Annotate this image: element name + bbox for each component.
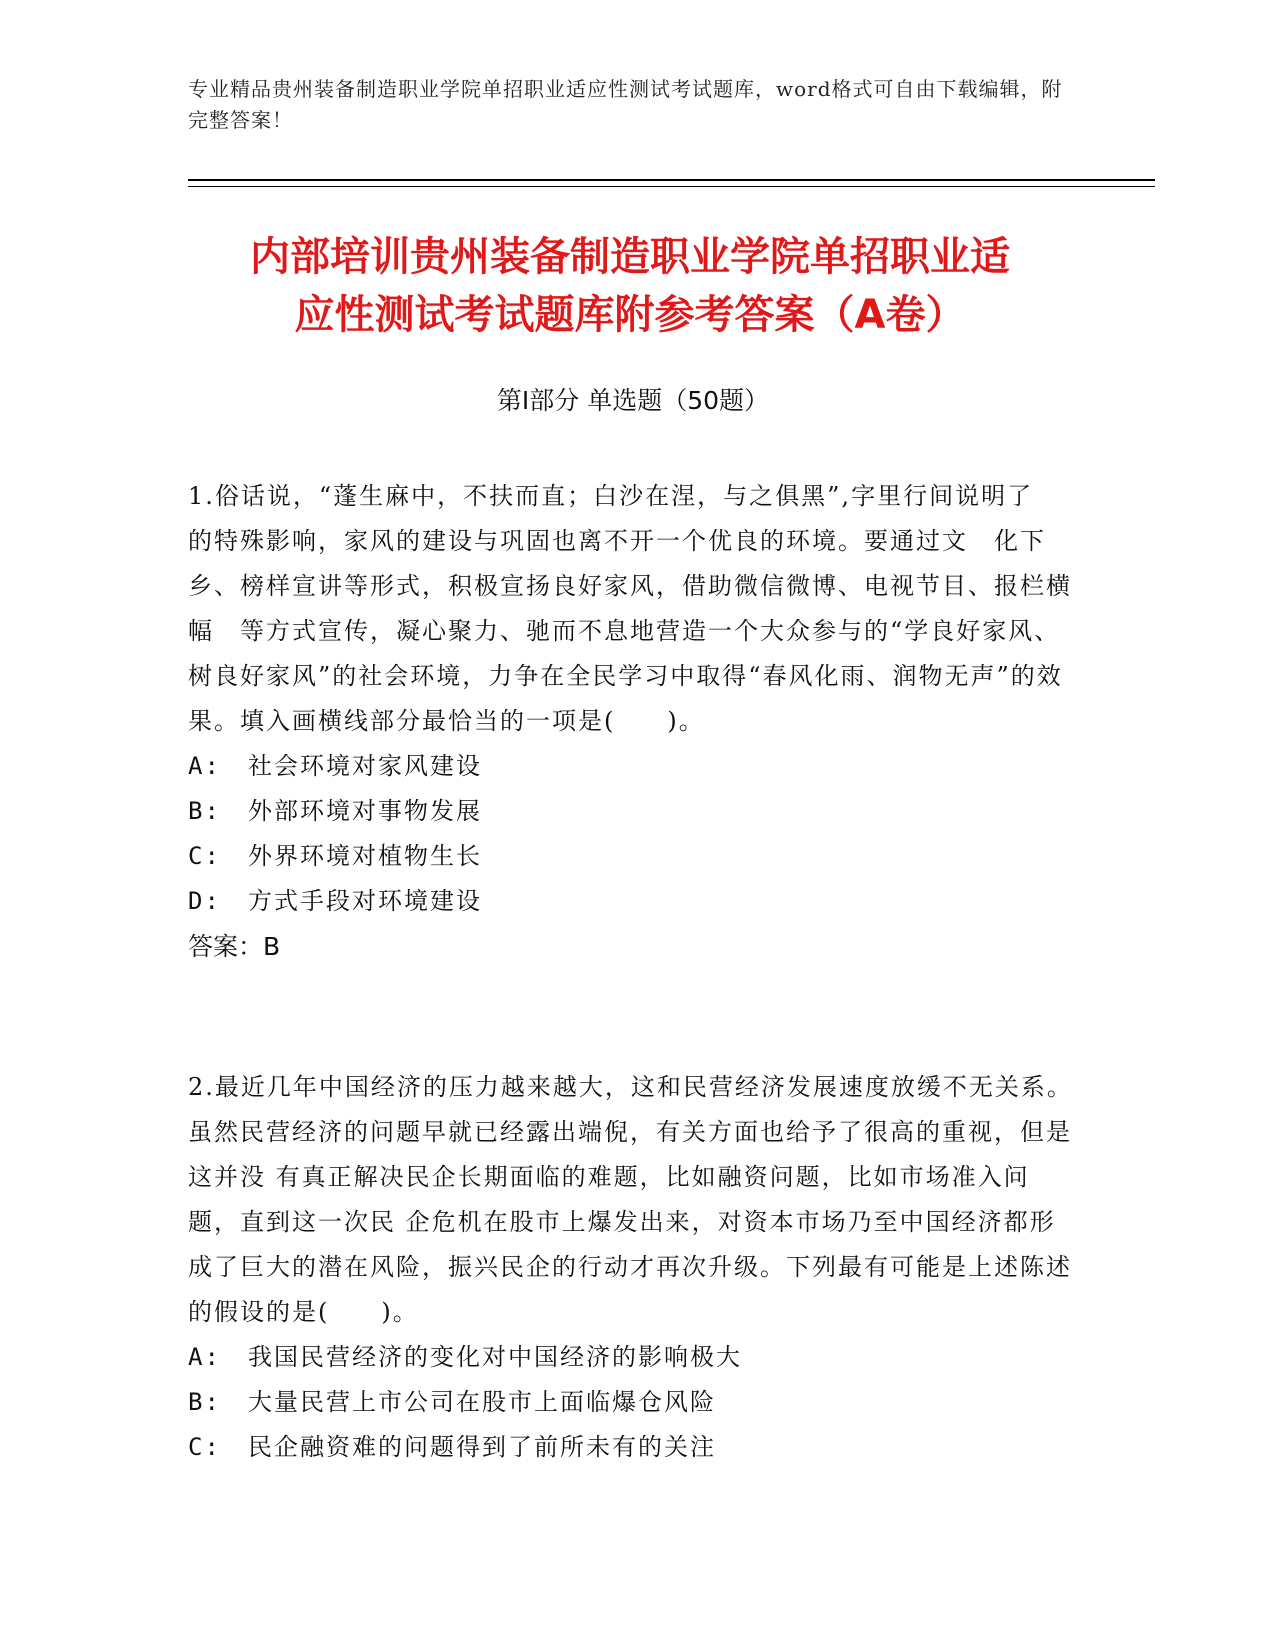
option-letter: B: (188, 1388, 221, 1416)
question-stem: 2.最近几年中国经济的压力越来越大，这和民营经济发展速度放缓不无关系。 虽然民营经济的问题早就已经露出端倪，有关方面也给予了很高的重视，但是这并没 有真正解决民企长期面临的难题，比如融资问题，比如市场准入问题，直到这一次民 企危机在股市上爆发出来，对资本市场乃至中国经济都形成了巨大的潜在风险，振兴民企的行动才再次升级。下列最有可能是上述陈述的假设的是( )。 (188, 1073, 1073, 1326)
option-letter: C: (188, 1433, 221, 1461)
option-d (188, 879, 1078, 924)
header-divider-thin (188, 186, 1155, 187)
option-letter: D: (188, 887, 221, 915)
option-text: 社会环境对家风建设 (248, 752, 482, 780)
option-text: 我国民营经济的变化对中国经济的影响极大 (248, 1343, 742, 1371)
option-b (188, 789, 1078, 834)
title-line-1: 内部培训贵州装备制造职业学院单招职业适 (250, 234, 1010, 280)
option-letter: B: (188, 797, 221, 825)
option-a (188, 744, 1078, 789)
option-c (188, 834, 1078, 879)
option-letter: C: (188, 842, 221, 870)
option-letter: A: (188, 752, 221, 780)
question-2 (188, 1065, 1078, 1470)
option-c (188, 1425, 1078, 1470)
option-a (188, 1335, 1078, 1380)
header-note: 专业精品贵州装备制造职业学院单招职业适应性测试考试题库，word格式可自由下载编辑，附完整答案！ (188, 77, 1063, 132)
option-text: 方式手段对环境建设 (248, 887, 482, 915)
answer-label: 答案：B (188, 932, 281, 961)
question-1 (188, 474, 1112, 969)
header-divider-thick (188, 179, 1155, 181)
option-letter: A: (188, 1343, 221, 1371)
section-title: 第Ⅰ部分 单选题（50题） (496, 386, 770, 415)
option-text: 民企融资难的问题得到了前所未有的关注 (248, 1433, 716, 1461)
option-text: 外界环境对植物生长 (248, 842, 482, 870)
question-stem: 1.俗话说，“蓬生麻中，不扶而直；白沙在涅，与之俱黑”,字里行间说明了 的特殊影响，家风的建设与巩固也离不开一个优良的环境。要通过文 化下乡、榜样宣讲等形式，积极宣扬良好家风，借助微信微博、电视节目、报栏横幅 等方式宣传，凝心聚力、驰而不息地营造一个大众参与的“学良好家风、树良好家风”的社会环境，力争在全民学习中取得“春风化雨、润物无声”的效果。填入画横线部分最恰当的一项是( )。 (188, 482, 1112, 735)
option-text: 大量民营上市公司在股市上面临爆仓风险 (248, 1388, 716, 1416)
title-line-2: 应性测试考试题库附参考答案（A卷） (294, 292, 966, 338)
option-text: 外部环境对事物发展 (248, 797, 482, 825)
document-title (180, 228, 1080, 344)
option-b (188, 1380, 1078, 1425)
